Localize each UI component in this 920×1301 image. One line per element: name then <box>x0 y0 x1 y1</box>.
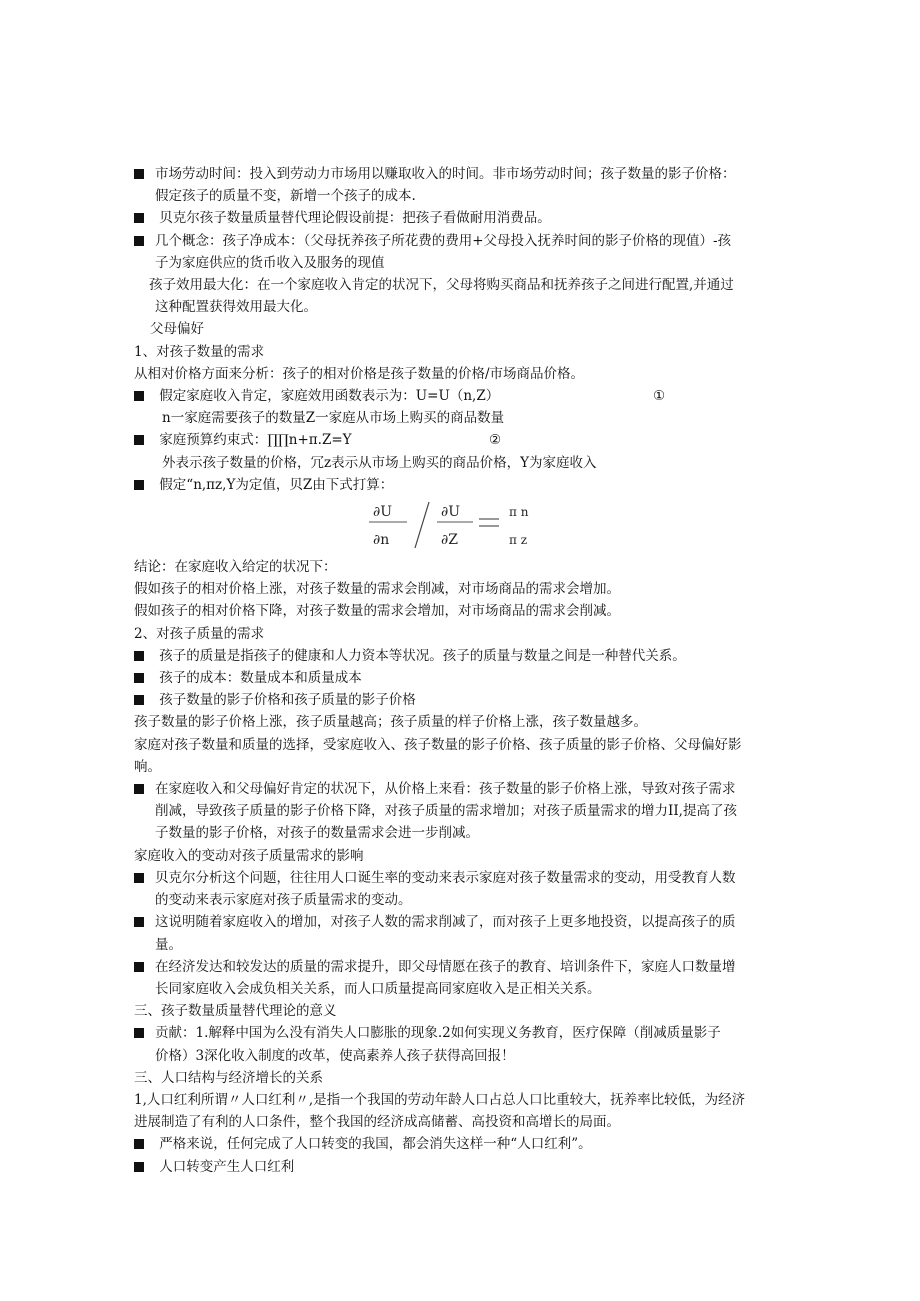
bullet-paragraph: 孩子数量的影子价格和孩子质量的影子价格 <box>134 689 794 711</box>
square-bullet-icon <box>134 784 144 794</box>
section-heading: 三、人口结构与经济增长的关系 <box>134 1069 323 1086</box>
bullet-paragraph: 在家庭收入和父母偏好肯定的状况下，从价格上来看：孩子数量的影子价格上涨，导致对孩子需求 削减，导致孩子质量的影子价格下降，对孩子质量的需求增加；对孩子质量需求的增力II,提高了孩 子数量的影子价格，对孩子的数量需求会进一步削减。 <box>134 778 794 845</box>
square-bullet-icon <box>134 391 144 401</box>
marginal-rate-formula <box>359 498 559 552</box>
bullet-paragraph: 贝克尔孩子数量质量替代理论假设前提：把孩子看做耐用消费品。 <box>134 207 794 229</box>
square-bullet-icon <box>134 962 144 972</box>
paragraph: 父母偏好 <box>150 321 204 338</box>
formula-rhs-denominator: π z <box>509 533 528 548</box>
paragraph: 从相对价格方面来分析：孩子的相对价格是孩子数量的价格/市场商品价格。 <box>134 365 585 382</box>
paragraph: 外表示孩子数量的价格，冗z表示从市场上购买的商品价格，Y为家庭收入 <box>162 454 597 471</box>
square-bullet-icon <box>134 917 144 927</box>
bullet-paragraph: 人口转变产生人口红利 <box>134 1156 794 1178</box>
bullet-paragraph: 市场劳动时间：投入到劳动力市场用以赚取收入的时间。非市场劳动时间；孩子数量的影子价格： 假定孩子的质量不变，新增一个孩子的成本. <box>134 163 794 207</box>
paragraph: 假如孩子的相对价格上涨，对孩子数量的需求会削减，对市场商品的需求会增加。 <box>134 581 620 598</box>
formula-numerator-2: ∂U <box>441 504 461 521</box>
bullet-paragraph: 几个概念：孩子净成本：（父母抚养孩子所花费的费用+父母投入抚养时间的影子价格的现值）-孩 子为家庭供应的货币收入及服务的现值 <box>134 230 794 274</box>
square-bullet-icon <box>134 213 144 223</box>
square-bullet-icon <box>134 1162 144 1172</box>
square-bullet-icon <box>134 1139 144 1149</box>
formula-block <box>134 498 794 552</box>
square-bullet-icon <box>134 873 144 883</box>
formula-denominator-2: ∂Z <box>441 532 458 549</box>
square-bullet-icon <box>134 1028 144 1038</box>
document-body <box>134 163 794 1178</box>
section-heading: 1、对孩子数量的需求 <box>134 343 265 360</box>
bullet-paragraph: 这说明随着家庭收入的增加，对孩子人数的需求削减了，而对孩子上更多地投资，以提高孩子的质 量。 <box>134 911 794 955</box>
paragraph: 家庭收入的变动对孩子质量需求的影响 <box>134 847 364 864</box>
square-bullet-icon <box>134 651 144 661</box>
square-bullet-icon <box>134 236 144 246</box>
bullet-paragraph: 孩子的成本：数量成本和质量成本 <box>134 667 794 689</box>
division-slash <box>415 502 429 548</box>
paragraph: 家庭对孩子数量和质量的选择，受家庭收入、孩子数量的影子价格、孩子质量的影子价格、父母偏好影 响。 <box>134 736 742 775</box>
section-heading: 三、孩子数量质量替代理论的意义 <box>134 1003 337 1020</box>
formula-denominator-1: ∂n <box>373 532 390 549</box>
paragraph: 假如孩子的相对价格下降，对孩子数量的需求会增加，对市场商品的需求会削减。 <box>134 603 620 620</box>
bullet-paragraph: 孩子的质量是指孩子的健康和人力资本等状况。孩子的质量与数量之间是一种替代关系。 <box>134 645 794 667</box>
bullet-paragraph: 假定“n,πz,Y为定值，贝Z由下式打算： <box>134 474 794 496</box>
bullet-paragraph: 贡献：1.解释中国为么没有消失人口膨胀的现象.2如何实现义务教育，医疗保障（削减质量影子 价格）3深化收入制度的改革，使高素养人孩子获得高回报！ <box>134 1022 794 1066</box>
square-bullet-icon <box>134 673 144 683</box>
bullet-paragraph: 在经济发达和较发达的质量的需求提升，即父母情愿在孩子的教育、培训条件下，家庭人口数量增 长同家庭收入会成负相关关系，而人口质量提高同家庭收入是正相关关系。 <box>134 956 794 1000</box>
section-heading: 2、对孩子质量的需求 <box>134 625 265 642</box>
bullet-paragraph: 严格来说，任何完成了人口转变的我国，都会消失这样一种“人口红利”。 <box>134 1133 794 1155</box>
bullet-paragraph: 家庭预算约束式：∏∏n+π.Z=Y ② <box>134 429 794 451</box>
paragraph: 1,人口红利所谓〃人口红利〃,是指一个我国的劳动年龄人口占总人口比重较大，抚养率比较低，为经济 进展制造了有利的人口条件，整个我国的经济成高储蓄、高投资和高增长的局面。 <box>134 1091 746 1131</box>
paragraph: 孩子数量的影子价格上涨，孩子质量越高；孩子质量的样子价格上涨，孩子数量越多。 <box>134 714 647 731</box>
square-bullet-icon <box>134 695 144 705</box>
bullet-paragraph: 贝克尔分析这个问题，往往用人口诞生率的变动来表示家庭对孩子数量需求的变动，用受教育人数 的变动来表示家庭对孩子质量需求的变动。 <box>134 867 794 911</box>
paragraph: n一家庭需要孩子的数量Z一家庭从市场上购买的商品数量 <box>162 410 505 427</box>
paragraph: 孩子效用最大化：在一个家庭收入肯定的状况下，父母将购买商品和抚养孩子之间进行配置,并通过 这种配置获得效用最大化。 <box>149 277 734 316</box>
formula-rhs-numerator: π n <box>509 505 529 520</box>
formula-numerator-1: ∂U <box>373 504 393 521</box>
square-bullet-icon <box>134 169 144 179</box>
square-bullet-icon <box>134 435 144 445</box>
paragraph: 结论：在家庭收入给定的状况下： <box>134 559 337 576</box>
square-bullet-icon <box>134 480 144 490</box>
bullet-paragraph: 假定家庭收入肯定，家庭效用函数表示为：U=U（n,Z） ① <box>134 385 794 407</box>
